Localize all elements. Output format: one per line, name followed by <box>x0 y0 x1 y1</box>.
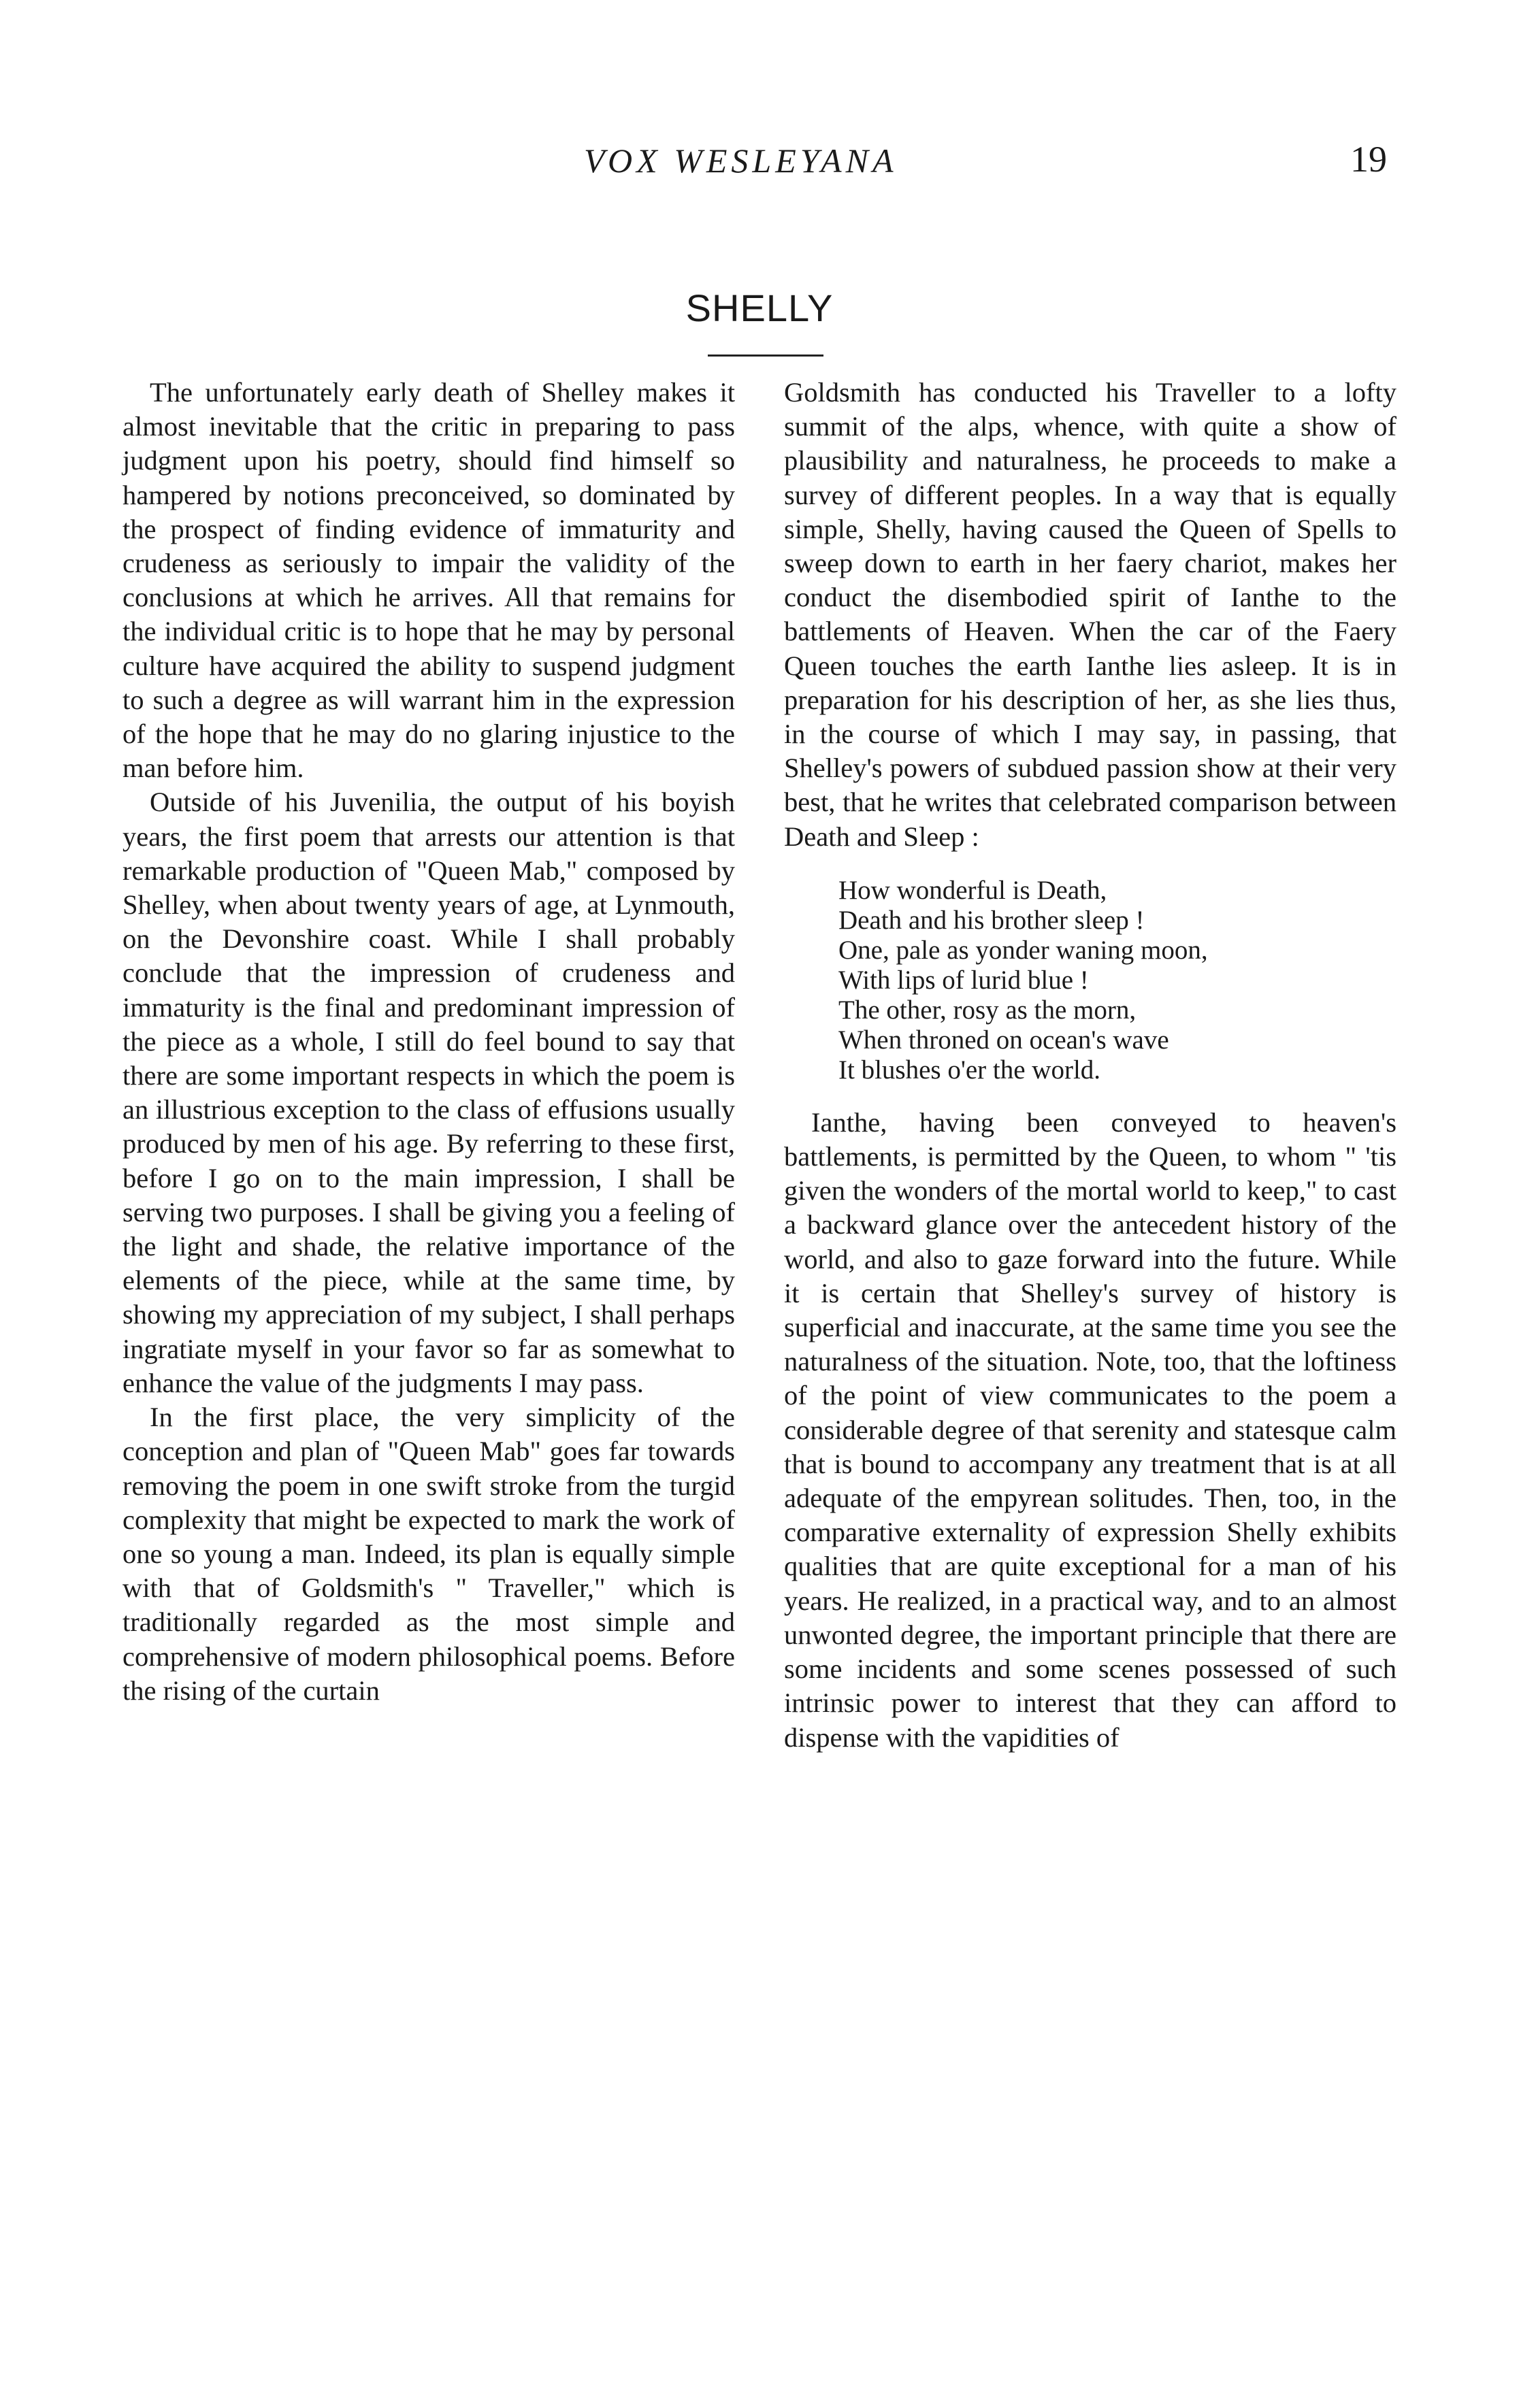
paragraph: Goldsmith has conducted his Traveller to a lofty summit of the alps, whence, with quite a show of plausibility and naturalness, he proceeds to make a survey of different peoples. In a way that is equally simple, Shelly, having caused the Queen of Spells to sweep down to earth in her faery chariot, makes her conduct the disembodied spirit of Ianthe to the battlements of Heaven. When the car of the Faery Queen touches the earth Ianthe lies asleep. It is in preparation for his description of her, as she lies thus, in the course of which I may say, in passing, that Shelley's powers of subdued passion show at their very best, that he writes that celebrated comparison between Death and Sleep : <box>784 377 1396 852</box>
right-column <box>784 376 1396 1755</box>
paragraph: Outside of his Juvenilia, the output of his boyish years, the first poem that arrests our attention is that remarkable production of "Queen Mab," composed by Shelley, when about twenty years of age, at Lynmouth, on the Devonshire coast. While I shall probably conclude that the impression of crudeness and immaturity is the final and predominant impression of the piece as a whole, I still do feel bound to say that there are some important respects in which the poem is an illustrious exception to the class of effusions usually produced by men of his age. By referring to these first, before I go on to the main impression, I shall be serving two purposes. I shall be giving you a feeling of the light and shade, the relative importance of the elements of the piece, while at the same time, by showing my appreciation of my subject, I shall perhaps ingratiate myself in your favor so far as somewhat to enhance the value of the judgments I may pass. <box>122 787 735 1398</box>
paragraph: In the first place, the very simplicity of the conception and plan of "Queen Mab" goes far towards removing the poem in one swift stroke from the turgid complexity that might be expected to mark the work of one so young a man. Indeed, its plan is equally simple with that of Goldsmith's " Traveller," which is traditionally regarded as the most simple and comprehensive of modern philosophical poems. Before the rising of the curtain <box>122 1402 735 1706</box>
poem-line: When throned on ocean's wave <box>838 1025 1169 1055</box>
poem-line: It blushes o'er the world. <box>838 1055 1101 1085</box>
left-column <box>122 376 735 1708</box>
poem-line: How wonderful is Death, <box>838 875 1107 905</box>
poem-quotation <box>838 876 1396 1085</box>
paragraph: Ianthe, having been conveyed to heaven's battlements, is permitted by the Queen, to whom " 'tis given the wonders of the mortal world to keep," to cast a backward glance over the antecedent history of the world, and also to gaze forward into the future. While it is certain that Shelley's survey of history is superficial and inaccurate, at the same time you see the naturalness of the situation. Note, too, that the loftiness of the point of view communicates to the poem a considerable degree of that serenity and statesque calm that is bound to accompany any treatment that is at all adequate of the empyrean solitudes. Then, too, in the comparative externality of expression Shelly exhibits qualities that are quite exceptional for a man of his years. He realized, in a practical way, and to an almost unwonted degree, the important principle that there are some incidents and some scenes possessed of such intrinsic power to interest that they can afford to dispense with the vapidities of <box>784 1106 1396 1753</box>
paragraph: The unfortunately early death of Shelley makes it almost inevitable that the critic in preparing to pass judgment upon his poetry, should find himself so hampered by notions preconceived, so dominated by the prospect of finding evidence of immaturity and crudeness as seriously to impair the validity of the conclusions at which he arrives. All that remains for the individual critic is to hope that he may by personal culture have acquired the ability to suspend judgment to such a degree as will warrant him in the expression of the hope that he may do no glaring injustice to the man before him. <box>122 377 735 784</box>
running-head-title: VOX WESLEYANA <box>584 142 898 180</box>
title-rule <box>708 354 823 357</box>
article-title: SHELLY <box>685 286 834 329</box>
poem-line: Death and his brother sleep ! <box>838 905 1145 935</box>
poem-line: With lips of lurid blue ! <box>838 965 1089 995</box>
poem-line: The other, rosy as the morn, <box>838 995 1137 1025</box>
page-number: 19 <box>1350 139 1387 180</box>
poem-line: One, pale as yonder waning moon, <box>838 935 1208 965</box>
